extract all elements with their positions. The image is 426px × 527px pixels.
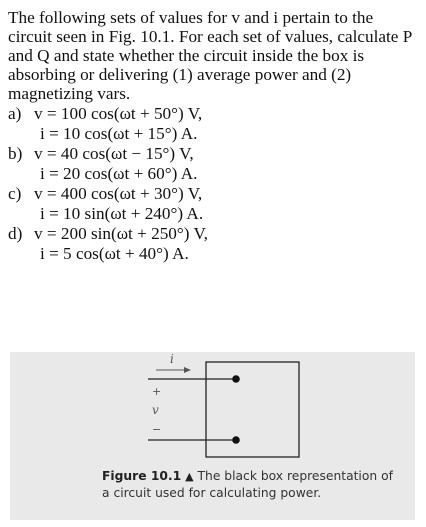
plus-label: + <box>152 385 162 398</box>
voltage-equation: v = 100 cos(ωt + 50°) V, <box>34 104 203 123</box>
caption-label: Figure 10.1 <box>102 469 182 483</box>
triangle-icon: ▲ <box>185 470 194 483</box>
voltage-equation: v = 200 sin(ωt + 250°) V, <box>34 224 208 243</box>
figure-caption <box>102 468 402 502</box>
part-c <box>8 184 418 224</box>
problem-text-block <box>8 8 418 264</box>
current-equation: i = 10 cos(ωt + 15°) A. <box>40 124 198 143</box>
part-label: d) <box>8 224 23 243</box>
bottom-terminal-dot <box>232 436 240 444</box>
top-terminal-dot <box>232 375 240 383</box>
voltage-equation: v = 40 cos(ωt − 15°) V, <box>34 144 194 163</box>
problem-statement: The following sets of values for v and i pertain to the circuit seen in Fig. 10.1. For each set of values, calculate P and Q and state whether the circuit inside the box is absorbing or delivering (1) average power and (2) magnetizing vars. <box>8 8 412 103</box>
current-arrow-head <box>184 367 191 373</box>
minus-label: − <box>152 423 162 436</box>
voltage-equation: v = 400 cos(ωt + 30°) V, <box>34 184 203 203</box>
part-label: c) <box>8 184 22 203</box>
voltage-label: v <box>152 403 159 417</box>
current-equation: i = 20 cos(ωt + 60°) A. <box>40 164 198 183</box>
black-box <box>206 362 299 457</box>
current-equation: i = 10 sin(ωt + 240°) A. <box>40 204 204 223</box>
part-b <box>8 144 418 184</box>
current-equation: i = 5 cos(ωt + 40°) A. <box>40 244 189 263</box>
part-a <box>8 104 418 144</box>
problem-parts-list <box>8 104 418 264</box>
part-label: b) <box>8 144 23 163</box>
part-label: a) <box>8 104 22 123</box>
caption-text: The black box representation of a circuit used for calculating power. <box>102 469 393 500</box>
part-d <box>8 224 418 264</box>
current-label: i <box>170 352 174 366</box>
